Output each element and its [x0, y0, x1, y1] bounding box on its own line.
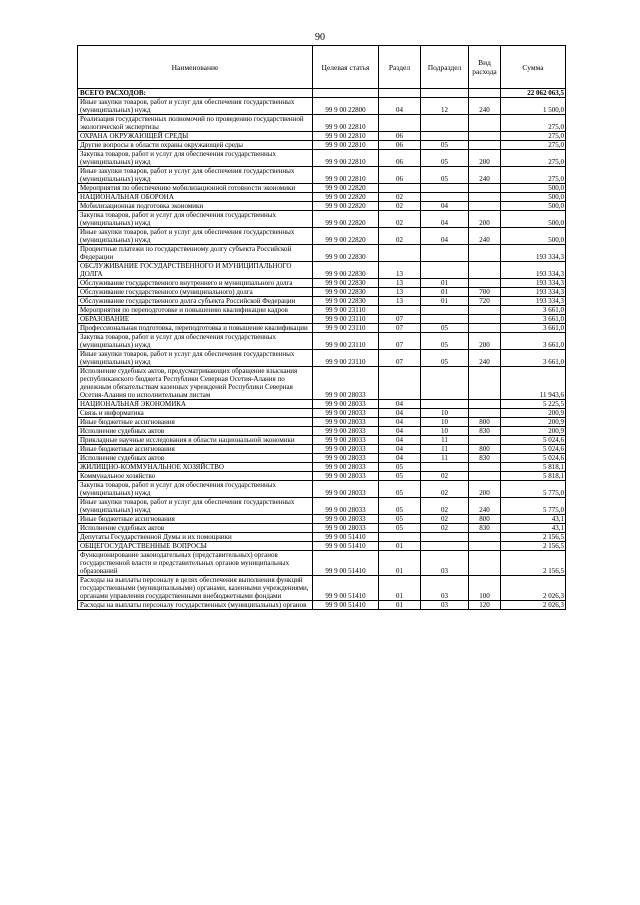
cell-subsection: 10 [421, 427, 469, 436]
page-number: 90 [315, 32, 325, 43]
cell-name: Расходы на выплаты персоналу в целях обеспечения выполнения функций государственными (муниципальными) органами, казенными учреждениями, органами управления государственными внебюджетными фондами [78, 576, 313, 601]
table-row [78, 409, 566, 418]
cell-target: 99 9 00 51410 [313, 576, 379, 601]
table-row [78, 98, 566, 115]
cell-sum: 43,1 [501, 524, 566, 533]
table-row [78, 306, 566, 315]
cell-target: 99 9 00 28033 [313, 524, 379, 533]
table-row [78, 211, 566, 228]
cell-subsection: 05 [421, 141, 469, 150]
table-row [78, 115, 566, 132]
cell-sum: 200,9 [501, 409, 566, 418]
cell-section: 07 [379, 315, 421, 324]
cell-section: 13 [379, 297, 421, 306]
cell-subsection: 05 [421, 324, 469, 333]
cell-target: 99 9 00 23110 [313, 315, 379, 324]
cell-type [469, 306, 501, 315]
table-row [78, 576, 566, 601]
table-row [78, 472, 566, 481]
cell-name: Иные бюджетные ассигнования [78, 445, 313, 454]
cell-sum: 11 943,6 [501, 367, 566, 400]
cell-section: 04 [379, 445, 421, 454]
cell-section: 02 [379, 211, 421, 228]
cell-name: Процентные платежи по государственному долгу субъекта Российской Федерации [78, 245, 313, 262]
cell-section [379, 533, 421, 542]
table-row [78, 551, 566, 576]
cell-name: Иные бюджетные ассигнования [78, 515, 313, 524]
cell-subsection [421, 306, 469, 315]
cell-type [469, 472, 501, 481]
table-row [78, 400, 566, 409]
cell-sum: 275,0 [501, 150, 566, 167]
cell-name: Депутаты Государственной Думы и их помощники [78, 533, 313, 542]
cell-subsection: 02 [421, 524, 469, 533]
cell-section: 05 [379, 515, 421, 524]
cell-target: 99 9 00 28033 [313, 463, 379, 472]
table-row [78, 515, 566, 524]
cell-sum: 3 661,0 [501, 324, 566, 333]
cell-subsection: 12 [421, 98, 469, 115]
cell-sum: 3 661,0 [501, 315, 566, 324]
cell-target: 99 9 00 28033 [313, 515, 379, 524]
table-row [78, 141, 566, 150]
cell-target: 99 9 00 23110 [313, 306, 379, 315]
cell-section: 04 [379, 400, 421, 409]
cell-type [469, 193, 501, 202]
cell-sum: 5 024,6 [501, 454, 566, 463]
table-row [78, 445, 566, 454]
cell-subsection: 10 [421, 409, 469, 418]
cell-name: Иные закупки товаров, работ и услуг для обеспечения государственных (муниципальных) нужд [78, 167, 313, 184]
cell-type [469, 367, 501, 400]
cell-target: 99 9 00 28033 [313, 427, 379, 436]
cell-name: Исполнение судебных актов [78, 524, 313, 533]
cell-section: 13 [379, 262, 421, 279]
cell-subsection: 10 [421, 418, 469, 427]
cell-type: 100 [469, 576, 501, 601]
cell-type: 830 [469, 454, 501, 463]
cell-sum: 500,0 [501, 228, 566, 245]
cell-section [379, 184, 421, 193]
cell-section: 02 [379, 193, 421, 202]
cell-type: 800 [469, 418, 501, 427]
cell-type: 800 [469, 515, 501, 524]
cell-sum: 275,0 [501, 141, 566, 150]
cell-type: 200 [469, 481, 501, 498]
cell-type [469, 542, 501, 551]
cell-type [469, 551, 501, 576]
cell-type [469, 89, 501, 98]
cell-sum: 5 818,1 [501, 463, 566, 472]
cell-sum: 275,0 [501, 132, 566, 141]
cell-target: 99 9 00 22820 [313, 211, 379, 228]
table-row [78, 542, 566, 551]
cell-section: 07 [379, 333, 421, 350]
table-row [78, 202, 566, 211]
cell-type: 700 [469, 288, 501, 297]
cell-sum: 275,0 [501, 167, 566, 184]
table-row [78, 89, 566, 98]
cell-subsection: 05 [421, 150, 469, 167]
cell-subsection: 03 [421, 601, 469, 610]
cell-subsection: 05 [421, 333, 469, 350]
table-row [78, 350, 566, 367]
cell-target: 99 9 00 23110 [313, 350, 379, 367]
cell-target: 99 9 00 22810 [313, 132, 379, 141]
table-row [78, 150, 566, 167]
cell-subsection [421, 315, 469, 324]
cell-type [469, 315, 501, 324]
cell-type [469, 533, 501, 542]
cell-section: 04 [379, 418, 421, 427]
cell-target: 99 9 00 22830 [313, 297, 379, 306]
cell-subsection: 01 [421, 279, 469, 288]
cell-name: ОХРАНА ОКРУЖАЮЩЕЙ СРЕДЫ [78, 132, 313, 141]
cell-target: 99 9 00 22820 [313, 228, 379, 245]
cell-type: 240 [469, 350, 501, 367]
cell-target: 99 9 00 22820 [313, 202, 379, 211]
cell-subsection [421, 184, 469, 193]
table-row [78, 463, 566, 472]
cell-type [469, 324, 501, 333]
header-type: Вид расхода [469, 46, 501, 89]
cell-sum: 193 334,3 [501, 245, 566, 262]
cell-target: 99 9 00 51410 [313, 533, 379, 542]
cell-name: ОБСЛУЖИВАНИЕ ГОСУДАРСТВЕННОГО И МУНИЦИПАЛЬНОГО ДОЛГА [78, 262, 313, 279]
cell-name: Связь и информатика [78, 409, 313, 418]
cell-type [469, 262, 501, 279]
cell-section: 06 [379, 132, 421, 141]
cell-subsection: 11 [421, 436, 469, 445]
cell-name: Мероприятия по обеспечению мобилизационной готовности экономики [78, 184, 313, 193]
cell-sum: 3 661,0 [501, 306, 566, 315]
cell-subsection: 01 [421, 288, 469, 297]
cell-target: 99 9 00 28033 [313, 418, 379, 427]
cell-sum: 3 661,0 [501, 350, 566, 367]
cell-section: 01 [379, 601, 421, 610]
cell-type: 240 [469, 228, 501, 245]
cell-section: 07 [379, 324, 421, 333]
cell-subsection: 02 [421, 481, 469, 498]
cell-subsection [421, 245, 469, 262]
table-row [78, 315, 566, 324]
cell-name: Расходы на выплаты персоналу государственных (муниципальных) органов [78, 601, 313, 610]
cell-subsection: 05 [421, 350, 469, 367]
table-row [78, 601, 566, 610]
cell-subsection [421, 400, 469, 409]
table-body [78, 89, 566, 610]
cell-type: 720 [469, 297, 501, 306]
cell-target: 99 9 00 28033 [313, 400, 379, 409]
cell-name: НАЦИОНАЛЬНАЯ ОБОРОНА [78, 193, 313, 202]
cell-subsection [421, 193, 469, 202]
header-sum: Сумма [501, 46, 566, 89]
cell-target: 99 9 00 22830 [313, 288, 379, 297]
cell-sum: 5 225,5 [501, 400, 566, 409]
cell-sum: 500,0 [501, 193, 566, 202]
cell-type [469, 141, 501, 150]
header-subsection: Подраздел [421, 46, 469, 89]
cell-name: Исполнение судебных актов [78, 427, 313, 436]
table-row [78, 193, 566, 202]
cell-target: 99 9 00 22800 [313, 98, 379, 115]
table-row [78, 245, 566, 262]
cell-type [469, 115, 501, 132]
table-row [78, 288, 566, 297]
cell-target: 99 9 00 51410 [313, 542, 379, 551]
cell-target: 99 9 00 22830 [313, 245, 379, 262]
cell-section: 06 [379, 167, 421, 184]
cell-section: 02 [379, 202, 421, 211]
cell-sum: 2 156,5 [501, 551, 566, 576]
cell-subsection: 03 [421, 576, 469, 601]
cell-type [469, 436, 501, 445]
cell-subsection: 05 [421, 167, 469, 184]
cell-name: Другие вопросы в области охраны окружающей среды [78, 141, 313, 150]
cell-target: 99 9 00 28033 [313, 481, 379, 498]
cell-subsection [421, 367, 469, 400]
cell-type [469, 245, 501, 262]
cell-name: Функционирование законодательных (представительных) органов государственной власти и представительных органов муниципальных образований [78, 551, 313, 576]
cell-target: 99 9 00 23110 [313, 333, 379, 350]
cell-section: 04 [379, 427, 421, 436]
cell-type: 240 [469, 167, 501, 184]
cell-target: 99 9 00 22830 [313, 262, 379, 279]
cell-sum: 2 026,3 [501, 601, 566, 610]
cell-name: НАЦИОНАЛЬНАЯ ЭКОНОМИКА [78, 400, 313, 409]
cell-sum: 3 661,0 [501, 333, 566, 350]
cell-subsection: 02 [421, 472, 469, 481]
cell-section: 01 [379, 576, 421, 601]
cell-name: ОБРАЗОВАНИЕ [78, 315, 313, 324]
table-row [78, 324, 566, 333]
cell-name: Мобилизационная подготовка экономики [78, 202, 313, 211]
cell-name: Иные закупки товаров, работ и услуг для обеспечения государственных (муниципальных) нужд [78, 350, 313, 367]
cell-type [469, 463, 501, 472]
cell-type [469, 400, 501, 409]
cell-section: 05 [379, 481, 421, 498]
cell-name: Реализация государственных полномочий по проведению государственной экологической экспертизы [78, 115, 313, 132]
cell-subsection: 01 [421, 297, 469, 306]
cell-section: 06 [379, 141, 421, 150]
cell-section: 05 [379, 463, 421, 472]
cell-type: 200 [469, 211, 501, 228]
cell-name: Обслуживание государственного внутреннего и муниципального долга [78, 279, 313, 288]
cell-name: Закупка товаров, работ и услуг для обеспечения государственных (муниципальных) нужд [78, 333, 313, 350]
cell-section [379, 89, 421, 98]
cell-subsection [421, 132, 469, 141]
cell-sum: 5 024,6 [501, 445, 566, 454]
cell-target: 99 9 00 28033 [313, 436, 379, 445]
cell-target [313, 89, 379, 98]
cell-type [469, 184, 501, 193]
cell-target: 99 9 00 28033 [313, 454, 379, 463]
cell-sum: 193 334,3 [501, 288, 566, 297]
table-row [78, 481, 566, 498]
cell-name: Профессиональная подготовка, переподготовка и повышение квалификации [78, 324, 313, 333]
cell-subsection: 11 [421, 445, 469, 454]
cell-subsection: 04 [421, 228, 469, 245]
header-target: Целевая статья [313, 46, 379, 89]
cell-type [469, 202, 501, 211]
cell-target: 99 9 00 28033 [313, 498, 379, 515]
cell-section: 04 [379, 98, 421, 115]
cell-type: 200 [469, 150, 501, 167]
cell-target: 99 9 00 22810 [313, 141, 379, 150]
cell-type: 200 [469, 333, 501, 350]
cell-type: 830 [469, 524, 501, 533]
cell-subsection: 03 [421, 551, 469, 576]
cell-name: Мероприятия по переподготовке и повышению квалификации кадров [78, 306, 313, 315]
cell-sum: 193 334,3 [501, 297, 566, 306]
cell-section [379, 367, 421, 400]
cell-sum: 200,9 [501, 418, 566, 427]
header-name: Наименование [78, 46, 313, 89]
cell-section: 04 [379, 409, 421, 418]
cell-sum: 43,1 [501, 515, 566, 524]
cell-target: 99 9 00 22830 [313, 279, 379, 288]
cell-sum: 200,9 [501, 427, 566, 436]
cell-subsection: 02 [421, 515, 469, 524]
cell-sum: 5 024,6 [501, 436, 566, 445]
cell-section: 13 [379, 279, 421, 288]
cell-section: 13 [379, 288, 421, 297]
cell-name: Закупка товаров, работ и услуг для обеспечения государственных (муниципальных) нужд [78, 481, 313, 498]
cell-subsection: 02 [421, 498, 469, 515]
cell-subsection [421, 89, 469, 98]
table-row [78, 524, 566, 533]
cell-section: 06 [379, 150, 421, 167]
cell-name: Прикладные научные исследования в области национальной экономики [78, 436, 313, 445]
cell-type: 240 [469, 498, 501, 515]
table-row [78, 436, 566, 445]
cell-target: 99 9 00 22810 [313, 150, 379, 167]
cell-name: Иные закупки товаров, работ и услуг для обеспечения государственных (муниципальных) нужд [78, 98, 313, 115]
table-row [78, 498, 566, 515]
cell-section: 02 [379, 228, 421, 245]
cell-section: 01 [379, 542, 421, 551]
cell-subsection: 04 [421, 211, 469, 228]
cell-sum: 2 026,3 [501, 576, 566, 601]
table-row [78, 132, 566, 141]
cell-subsection: 11 [421, 454, 469, 463]
header-section: Раздел [379, 46, 421, 89]
cell-section: 05 [379, 498, 421, 515]
table-row [78, 427, 566, 436]
cell-section: 05 [379, 524, 421, 533]
table-row [78, 454, 566, 463]
cell-target: 99 9 00 22820 [313, 193, 379, 202]
cell-section: 04 [379, 436, 421, 445]
cell-subsection [421, 115, 469, 132]
cell-section: 07 [379, 350, 421, 367]
cell-type: 800 [469, 445, 501, 454]
cell-name: Обслуживание государственного долга субъекта Российской Федерации [78, 297, 313, 306]
table-row [78, 262, 566, 279]
cell-name: Иные бюджетные ассигнования [78, 418, 313, 427]
cell-target: 99 9 00 51410 [313, 601, 379, 610]
table-row [78, 228, 566, 245]
cell-name: Закупка товаров, работ и услуг для обеспечения государственных (муниципальных) нужд [78, 211, 313, 228]
table-row [78, 333, 566, 350]
cell-type [469, 279, 501, 288]
cell-sum: 2 156,5 [501, 542, 566, 551]
cell-target: 99 9 00 28033 [313, 445, 379, 454]
cell-target: 99 9 00 28033 [313, 409, 379, 418]
cell-subsection: 04 [421, 202, 469, 211]
table-row [78, 418, 566, 427]
cell-target: 99 9 00 22820 [313, 184, 379, 193]
cell-section [379, 115, 421, 132]
table-row [78, 297, 566, 306]
cell-subsection [421, 463, 469, 472]
cell-name: Иные закупки товаров, работ и услуг для обеспечения государственных (муниципальных) нужд [78, 228, 313, 245]
table-row [78, 167, 566, 184]
cell-sum: 5 775,0 [501, 498, 566, 515]
cell-name: ЖИЛИЩНО-КОММУНАЛЬНОЕ ХОЗЯЙСТВО [78, 463, 313, 472]
cell-sum: 22 062 063,5 [501, 89, 566, 98]
cell-name: Закупка товаров, работ и услуг для обеспечения государственных (муниципальных) нужд [78, 150, 313, 167]
cell-name: Иные закупки товаров, работ и услуг для обеспечения государственных (муниципальных) нужд [78, 498, 313, 515]
cell-type: 120 [469, 601, 501, 610]
budget-table [77, 45, 566, 610]
cell-type: 830 [469, 427, 501, 436]
cell-target: 99 9 00 22810 [313, 167, 379, 184]
cell-sum: 2 156,5 [501, 533, 566, 542]
cell-sum: 500,0 [501, 202, 566, 211]
cell-sum: 500,0 [501, 184, 566, 193]
cell-target: 99 9 00 22810 [313, 115, 379, 132]
cell-sum: 5 818,1 [501, 472, 566, 481]
cell-type [469, 132, 501, 141]
table-row [78, 184, 566, 193]
cell-type [469, 409, 501, 418]
cell-sum: 193 334,3 [501, 262, 566, 279]
cell-subsection [421, 262, 469, 279]
cell-target: 99 9 00 28033 [313, 472, 379, 481]
cell-section [379, 306, 421, 315]
cell-sum: 5 775,0 [501, 481, 566, 498]
cell-name: Коммунальное хозяйство [78, 472, 313, 481]
table-row [78, 533, 566, 542]
cell-name: ОБЩЕГОСУДАРСТВЕННЫЕ ВОПРОСЫ [78, 542, 313, 551]
cell-section [379, 245, 421, 262]
cell-target: 99 9 00 28033 [313, 367, 379, 400]
cell-subsection [421, 533, 469, 542]
cell-sum: 500,0 [501, 211, 566, 228]
cell-section: 04 [379, 454, 421, 463]
table-row [78, 367, 566, 400]
cell-type: 240 [469, 98, 501, 115]
cell-target: 99 9 00 23110 [313, 324, 379, 333]
cell-sum: 1 500,0 [501, 98, 566, 115]
table-row [78, 279, 566, 288]
cell-section: 05 [379, 472, 421, 481]
cell-name: Исполнение судебных актов, предусматривающих обращение взыскания республиканского бюджета Республики Северная Осетия-Алания по денежным обязательствам казенных учреждений Республики Северная Осетия-Алания по исполнительным листам [78, 367, 313, 400]
cell-section: 01 [379, 551, 421, 576]
cell-target: 99 9 00 51410 [313, 551, 379, 576]
table-header-row [78, 46, 566, 89]
cell-sum: 275,0 [501, 115, 566, 132]
cell-name: ВСЕГО РАСХОДОВ: [78, 89, 313, 98]
cell-sum: 193 334,3 [501, 279, 566, 288]
cell-subsection [421, 542, 469, 551]
cell-name: Исполнение судебных актов [78, 454, 313, 463]
cell-name: Обслуживание государственного (муниципального) долга [78, 288, 313, 297]
